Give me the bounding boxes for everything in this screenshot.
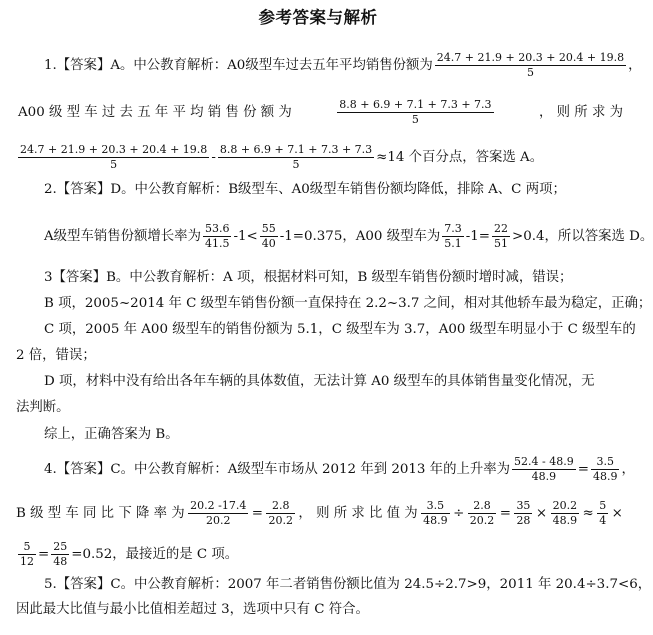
q3-line2: B 项，2005~2014 年 C 级型车销售份额一直保持在 2.2~3.7 之间，相对其他轿车最为稳定，正确； xyxy=(44,296,652,311)
q4-frac-4: $\frac{2.8}{20.2}$ xyxy=(268,499,293,527)
q4-frac-9: $\frac{25}{48}$ xyxy=(53,540,68,568)
q4-frac-2b: $\frac{3.5}{48.9}$ xyxy=(423,499,448,527)
q5-line2: 因此最大比值与最小比值相差超过 3，选项中只有 C 符合。 xyxy=(16,602,369,617)
q4-frac-4b: $\frac{2.8}{20.2}$ xyxy=(469,499,495,527)
q1-intro: 1.【答案】A。中公教育解析：A0级型车过去五年平均销售份额为 xyxy=(44,58,433,73)
q3-line6: 法判断。 xyxy=(16,400,70,415)
q1-conclusion: ≈14 个百分点，答案选 A。 xyxy=(376,150,544,165)
q1-fraction-a00-repeat: $\frac{8.8 + 6.9 + 7.1 + 7.3 + 7.3}{5}$ xyxy=(219,143,373,171)
q1-line2 xyxy=(18,98,623,127)
q3-line7: 综上，正确答案为 B。 xyxy=(44,427,179,442)
q5-line1: 5.【答案】C。中公教育解析：2007 年二者销售份额比值为 24.5÷2.7>9，2011 年 20.4÷3.7<6， xyxy=(44,577,652,592)
q4-line2: B 级 型 车 同 比 下 降 率 为 $\frac{20.2 -17.4}{20.2}$ = $\frac{2.8}{20.2}$ ， 则 所 求 比 值 为 $\frac{3.5}{48.9}$ ÷ $\frac{2.8}{20.2}$ = $\frac{35}{28}$ × $\frac{20.2}{48.9}$ ≈ $\frac{5}{4}$ × xyxy=(16,499,623,527)
q4-frac-1: $\frac{52.4 - 48.9}{48.9}$ xyxy=(514,455,574,483)
q1-fraction-a0: $\frac{24.7 + 21.9 + 20.3 + 20.4 + 19.8}{5}$ xyxy=(436,51,625,79)
q3-line5: D 项，材料中没有给出各年车辆的具体数值，无法计算 A0 级型车的具体销售量变化情况，无 xyxy=(44,374,595,389)
q4-frac-6: $\frac{20.2}{48.9}$ xyxy=(552,499,578,527)
q3-line4: 2 倍，错误； xyxy=(16,348,96,363)
q4-frac-7: $\frac{5}{4}$ xyxy=(599,499,607,527)
page-title: 参考答案与解析 xyxy=(258,8,378,27)
q1-line2-text: A00 级 型 车 过 去 五 年 平 均 销 售 份 额 为 xyxy=(18,104,292,120)
q2-line1: 2.【答案】D。中公教育解析：B级型车、A0级型车销售份额均降低，排除 A、C 两项； xyxy=(44,182,566,197)
q2-frac-1: $\frac{53.6}{41.5}$ xyxy=(204,222,230,250)
q2-frac-3: $\frac{7.3}{5.1}$ xyxy=(444,222,462,250)
q3-line3: C 项，2005 年 A00 级型车的销售份额为 5.1，C 级型车为 3.7，A00 级型车明显小于 C 级型车的 xyxy=(44,322,636,337)
q1-line1: 1.【答案】A。中公教育解析：A0级型车过去五年平均销售份额为 $\frac{24.7 + 21.9 + 20.3 + 20.4 + 19.8}{5}$ ， xyxy=(44,51,642,79)
q3-line1: 3【答案】B。中公教育解析：A 项，根据材料可知，B 级型车销售份额时增时减，错误； xyxy=(44,270,573,285)
q1-fraction-a00: $\frac{8.8 + 6.9 + 7.1 + 7.3 + 7.3}{5}$ xyxy=(339,98,492,126)
q4-frac-5: $\frac{35}{28}$ xyxy=(516,499,531,527)
q1-line2-tail: ， 则 所 求 为 xyxy=(539,104,623,120)
q2-frac-2: $\frac{55}{40}$ xyxy=(261,222,276,250)
q4-frac-3: $\frac{20.2 -17.4}{20.2}$ xyxy=(190,499,247,527)
q1-fraction-a0-repeat: $\frac{24.7 + 21.9 + 20.3 + 20.4 + 19.8}{5}$ xyxy=(20,143,208,171)
q4-line3: $\frac{5}{12}$ = $\frac{25}{48}$ =0.52，最接近的是 C 项。 xyxy=(20,540,239,568)
q4-frac-8: $\frac{5}{12}$ xyxy=(20,540,34,568)
q2-frac-4: $\frac{22}{51}$ xyxy=(494,222,509,250)
q2-line2: A级型车销售份额增长率为 $\frac{53.6}{41.5}$ -1< $\frac{55}{40}$ -1=0.375，A00 级型车为 $\frac{7.3}{5.1}$ -1= $\frac{22}{51}$ >0.4，所以答案选 D。 xyxy=(44,222,653,250)
q1-line3: $\frac{24.7 + 21.9 + 20.3 + 20.4 + 19.8}{5}$ - $\frac{8.8 + 6.9 + 7.1 + 7.3 + 7.3}{5}$ ≈14 个百分点，答案选 A。 xyxy=(20,143,544,171)
q4-frac-2: $\frac{3.5}{48.9}$ xyxy=(592,455,618,483)
q4-line1: 4.【答案】C。中公教育解析：A级型车市场从 2012 年到 2013 年的上升率为 $\frac{52.4 - 48.9}{48.9}$ = $\frac{3.5}{48.9}$ ， xyxy=(44,455,635,483)
